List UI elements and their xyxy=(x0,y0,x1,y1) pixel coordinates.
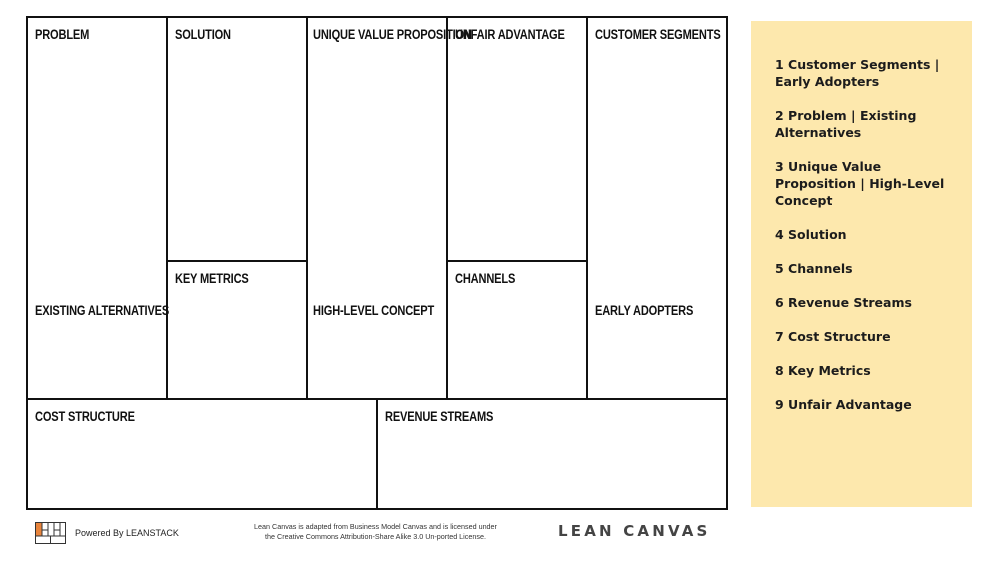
problem-cell xyxy=(28,18,168,398)
sidebar-order-list xyxy=(751,21,972,507)
sidebar-item-unfair-advantage: 9 Unfair Advantage xyxy=(775,397,912,412)
unique-value-proposition-cell xyxy=(308,18,472,398)
key-metrics-label: KEY METRICS xyxy=(175,271,249,286)
license-line-2: the Creative Commons Attribution-Share Alike 3.0 Un-ported License. xyxy=(265,532,486,541)
unique-value-proposition-label: UNIQUE VALUE PROPOSITION xyxy=(313,27,472,42)
existing-alternatives-label: EXISTING ALTERNATIVES xyxy=(35,303,170,318)
sidebar-item-cost-structure: 7 Cost Structure xyxy=(775,329,891,344)
sidebar-item-customer-segments: 1 Customer Segments | Early Adopters xyxy=(775,57,940,89)
license-text xyxy=(238,522,513,542)
channels-cell xyxy=(448,262,588,398)
brand-wordmark: LEAN CANVAS xyxy=(558,522,711,540)
lean-canvas-logo-icon xyxy=(35,522,66,544)
problem-label: PROBLEM xyxy=(35,27,90,42)
sidebar-item-channels: 5 Channels xyxy=(775,261,853,276)
lean-canvas-board xyxy=(26,16,728,510)
unfair-advantage-label: UNFAIR ADVANTAGE xyxy=(455,27,565,42)
sidebar-item-problem: 2 Problem | Existing Alternatives xyxy=(775,108,917,140)
sidebar-item-key-metrics: 8 Key Metrics xyxy=(775,363,871,378)
customer-segments-label: CUSTOMER SEGMENTS xyxy=(595,27,721,42)
cost-structure-cell xyxy=(28,398,378,508)
high-level-concept-label: HIGH-LEVEL CONCEPT xyxy=(313,303,435,318)
early-adopters-label: EARLY ADOPTERS xyxy=(595,303,694,318)
sidebar-item-unique-value-proposition: 3 Unique Value Proposition | High-Level Concept xyxy=(775,159,945,208)
key-metrics-cell xyxy=(168,262,308,398)
revenue-streams-label: REVENUE STREAMS xyxy=(385,409,494,424)
solution-cell xyxy=(168,18,308,262)
cost-structure-label: COST STRUCTURE xyxy=(35,409,135,424)
powered-by-text: Powered By LEANSTACK xyxy=(75,528,179,538)
sidebar-item-revenue-streams: 6 Revenue Streams xyxy=(775,295,912,310)
unfair-advantage-cell xyxy=(448,18,588,262)
sidebar-item-solution: 4 Solution xyxy=(775,227,847,242)
revenue-streams-cell xyxy=(378,398,726,508)
solution-label: SOLUTION xyxy=(175,27,231,42)
license-line-1: Lean Canvas is adapted from Business Model Canvas and is licensed under xyxy=(254,522,497,531)
customer-segments-cell xyxy=(588,18,726,398)
channels-label: CHANNELS xyxy=(455,271,516,286)
